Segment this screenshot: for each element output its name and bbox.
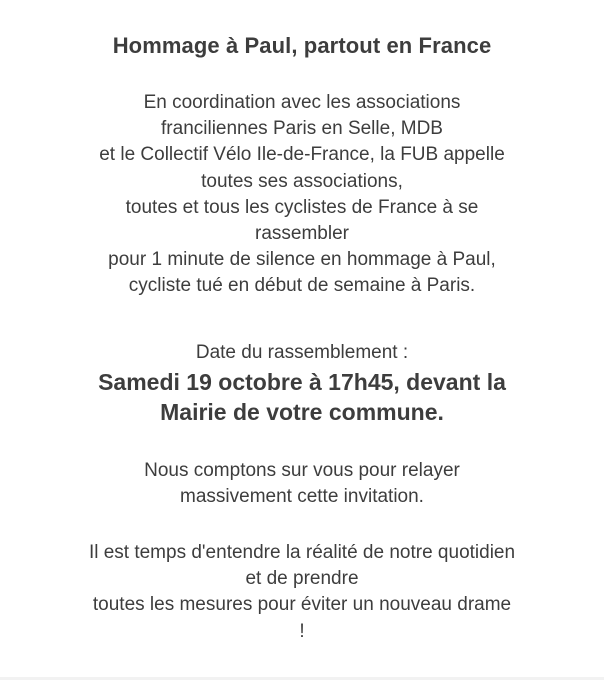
intro-line: En coordination avec les associations (143, 92, 461, 113)
intro-line: cycliste tué en début de semaine à Paris. (128, 275, 476, 297)
closing-line: ! (299, 620, 305, 642)
closing-line: Il est temps d'entendre la réalité de notre quotidien (88, 542, 516, 563)
closing-line: et de prendre (245, 568, 359, 590)
intro-line: rassembler (255, 223, 349, 245)
relay-paragraph (0, 458, 604, 510)
intro-line: pour 1 minute de silence en hommage à Paul, (108, 249, 496, 271)
relay-line: massivement cette invitation. (180, 486, 424, 508)
closing-line: toutes les mesures pour éviter un nouveau drame (92, 594, 512, 616)
date-highlight-line: Mairie de votre commune. (160, 399, 444, 425)
intro-line: franciliennes Paris en Selle, MDB (161, 118, 443, 140)
relay-line: Nous comptons sur vous pour relayer (144, 460, 460, 481)
date-label: Date du rassemblement : (195, 342, 409, 363)
intro-paragraph (0, 90, 604, 300)
intro-line: toutes ses associations, (201, 170, 403, 192)
intro-line: toutes et tous les cyclistes de France à se (125, 196, 479, 218)
page-title: Hommage à Paul, partout en France (112, 33, 492, 58)
date-highlight (0, 367, 604, 427)
intro-line: et le Collectif Vélo Ile-de-France, la FUB appelle (99, 144, 505, 166)
closing-paragraph (0, 540, 604, 645)
date-highlight-line: Samedi 19 octobre à 17h45, devant la (98, 369, 506, 395)
date-label-block (0, 340, 604, 366)
